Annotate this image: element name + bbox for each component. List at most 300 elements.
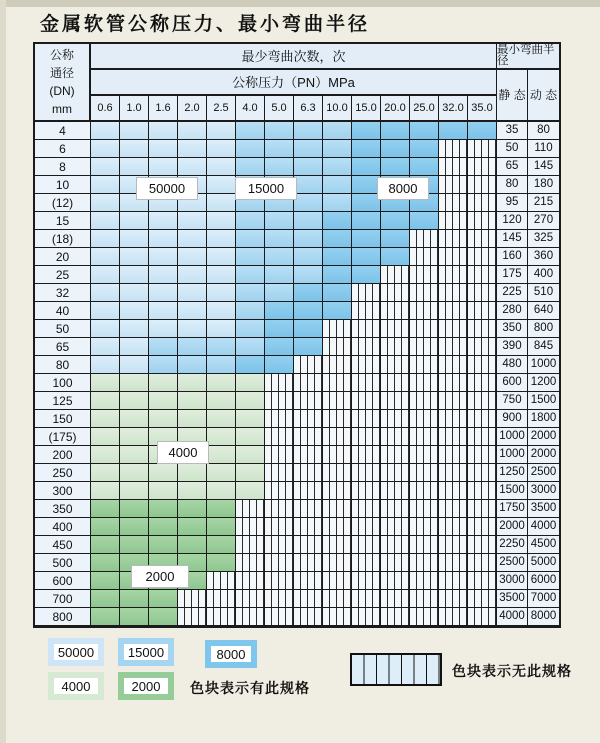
spec-cell-g1 bbox=[120, 428, 149, 446]
spec-cell-b1 bbox=[207, 140, 236, 158]
spec-cell-b3 bbox=[352, 158, 381, 176]
spec-cell-b3 bbox=[381, 158, 410, 176]
spec-cell-b3 bbox=[323, 302, 352, 320]
dynamic-value: 2000 bbox=[528, 428, 559, 446]
spec-cell-b1 bbox=[120, 230, 149, 248]
spec-cell-x bbox=[468, 554, 497, 572]
static-column-header: 静 态 bbox=[497, 70, 528, 122]
spec-cell-x bbox=[439, 554, 468, 572]
spec-cell-x bbox=[294, 608, 323, 626]
cycle-count-label: 4000 bbox=[157, 441, 209, 464]
spec-cell-b1 bbox=[149, 284, 178, 302]
dynamic-value: 800 bbox=[528, 320, 559, 338]
pressure-col-header: 32.0 bbox=[439, 96, 468, 122]
spec-cell-x bbox=[294, 554, 323, 572]
spec-cell-x bbox=[236, 500, 265, 518]
spec-cell-g2 bbox=[149, 518, 178, 536]
static-value: 1250 bbox=[497, 464, 528, 482]
spec-cell-b1 bbox=[149, 266, 178, 284]
spec-cell-x bbox=[381, 482, 410, 500]
spec-cell-g1 bbox=[207, 446, 236, 464]
spec-cell-x bbox=[410, 410, 439, 428]
spec-cell-x bbox=[381, 284, 410, 302]
spec-cell-g1 bbox=[236, 410, 265, 428]
dn-cell: 400 bbox=[35, 518, 91, 536]
static-value: 900 bbox=[497, 410, 528, 428]
static-value: 65 bbox=[497, 158, 528, 176]
spec-cell-b2 bbox=[294, 176, 323, 194]
spec-cell-x bbox=[265, 482, 294, 500]
spec-cell-b2 bbox=[207, 356, 236, 374]
spec-cell-g1 bbox=[178, 374, 207, 392]
spec-cell-x bbox=[294, 590, 323, 608]
spec-cell-g1 bbox=[149, 392, 178, 410]
dynamic-value: 145 bbox=[528, 158, 559, 176]
cycle-count-label: 8000 bbox=[377, 177, 429, 200]
dn-cell: 125 bbox=[35, 392, 91, 410]
spec-cell-b3 bbox=[294, 320, 323, 338]
static-value: 480 bbox=[497, 356, 528, 374]
spec-cell-x bbox=[381, 266, 410, 284]
dn-cell: 15 bbox=[35, 212, 91, 230]
spec-cell-x bbox=[439, 410, 468, 428]
spec-cell-x bbox=[265, 608, 294, 626]
legend-swatch-4000: 4000 bbox=[48, 672, 104, 700]
spec-cell-g2 bbox=[207, 518, 236, 536]
dynamic-value: 845 bbox=[528, 338, 559, 356]
spec-cell-g1 bbox=[120, 392, 149, 410]
spec-cell-x bbox=[410, 608, 439, 626]
dynamic-value: 6000 bbox=[528, 572, 559, 590]
spec-cell-b2 bbox=[323, 122, 352, 140]
static-value: 80 bbox=[497, 176, 528, 194]
spec-cell-b2 bbox=[178, 356, 207, 374]
spec-cell-x bbox=[468, 608, 497, 626]
spec-cell-b3 bbox=[410, 158, 439, 176]
spec-cell-b2 bbox=[236, 212, 265, 230]
dn-cell: 300 bbox=[35, 482, 91, 500]
spec-cell-x bbox=[410, 248, 439, 266]
spec-cell-x bbox=[294, 464, 323, 482]
spec-cell-x bbox=[439, 338, 468, 356]
spec-cell-g1 bbox=[120, 446, 149, 464]
pressure-col-header: 10.0 bbox=[323, 96, 352, 122]
spec-cell-x bbox=[323, 518, 352, 536]
spec-cell-g2 bbox=[207, 536, 236, 554]
spec-cell-g2 bbox=[91, 572, 120, 590]
spec-cell-b3 bbox=[381, 248, 410, 266]
spec-cell-g1 bbox=[91, 428, 120, 446]
spec-cell-x bbox=[468, 248, 497, 266]
spec-cell-b2 bbox=[265, 212, 294, 230]
spec-cell-g2 bbox=[207, 500, 236, 518]
spec-cell-x bbox=[468, 428, 497, 446]
spec-cell-b2 bbox=[236, 230, 265, 248]
spec-cell-x bbox=[468, 464, 497, 482]
spec-cell-x bbox=[468, 500, 497, 518]
dynamic-column-header: 动 态 bbox=[528, 70, 559, 122]
pressure-col-header: 4.0 bbox=[236, 96, 265, 122]
dynamic-value: 4000 bbox=[528, 518, 559, 536]
spec-cell-b2 bbox=[265, 122, 294, 140]
spec-cell-x bbox=[294, 392, 323, 410]
spec-cell-b2 bbox=[323, 176, 352, 194]
spec-cell-x bbox=[439, 572, 468, 590]
static-value: 280 bbox=[497, 302, 528, 320]
spec-cell-x bbox=[468, 356, 497, 374]
static-value: 50 bbox=[497, 140, 528, 158]
spec-cell-x bbox=[468, 176, 497, 194]
spec-cell-x bbox=[410, 230, 439, 248]
spec-cell-g1 bbox=[236, 392, 265, 410]
spec-cell-b1 bbox=[178, 140, 207, 158]
spec-cell-x bbox=[323, 464, 352, 482]
spec-cell-b3 bbox=[352, 230, 381, 248]
dn-cell: (18) bbox=[35, 230, 91, 248]
spec-cell-x bbox=[468, 374, 497, 392]
spec-cell-x bbox=[323, 446, 352, 464]
dn-cell: 350 bbox=[35, 500, 91, 518]
spec-cell-x bbox=[323, 608, 352, 626]
spec-cell-x bbox=[352, 374, 381, 392]
spec-cell-x bbox=[352, 428, 381, 446]
spec-cell-b2 bbox=[294, 194, 323, 212]
static-value: 95 bbox=[497, 194, 528, 212]
static-value: 175 bbox=[497, 266, 528, 284]
dn-column-header bbox=[35, 44, 91, 122]
spec-cell-x bbox=[439, 356, 468, 374]
spec-cell-x bbox=[294, 482, 323, 500]
spec-cell-b3 bbox=[265, 302, 294, 320]
spec-cell-b3 bbox=[265, 356, 294, 374]
spec-cell-g2 bbox=[178, 536, 207, 554]
spec-cell-b1 bbox=[207, 248, 236, 266]
spec-cell-b1 bbox=[120, 248, 149, 266]
legend-hatch-swatch bbox=[350, 653, 442, 686]
static-value: 2000 bbox=[497, 518, 528, 536]
spec-cell-g2 bbox=[120, 608, 149, 626]
spec-cell-g2 bbox=[91, 500, 120, 518]
spec-cell-x bbox=[352, 338, 381, 356]
spec-cell-x bbox=[381, 302, 410, 320]
spec-cell-b2 bbox=[207, 338, 236, 356]
spec-cell-x bbox=[381, 590, 410, 608]
spec-cell-x bbox=[439, 302, 468, 320]
spec-cell-x bbox=[381, 392, 410, 410]
spec-cell-x bbox=[439, 176, 468, 194]
spec-cell-x bbox=[381, 464, 410, 482]
dn-cell: 8 bbox=[35, 158, 91, 176]
spec-cell-g1 bbox=[91, 392, 120, 410]
spec-cell-x bbox=[236, 572, 265, 590]
spec-cell-b3 bbox=[352, 266, 381, 284]
legend-no-spec-text: 色块表示无此规格 bbox=[452, 663, 572, 679]
spec-cell-x bbox=[381, 536, 410, 554]
spec-cell-g1 bbox=[207, 482, 236, 500]
spec-cell-b2 bbox=[236, 338, 265, 356]
spec-cell-x bbox=[352, 302, 381, 320]
spec-cell-g1 bbox=[236, 374, 265, 392]
spec-cell-b1 bbox=[91, 248, 120, 266]
static-value: 390 bbox=[497, 338, 528, 356]
spec-cell-g1 bbox=[236, 446, 265, 464]
spec-cell-x bbox=[352, 446, 381, 464]
spec-cell-x bbox=[323, 356, 352, 374]
spec-cell-b3 bbox=[265, 338, 294, 356]
spec-cell-b3 bbox=[323, 212, 352, 230]
spec-cell-g2 bbox=[178, 500, 207, 518]
spec-cell-x bbox=[410, 266, 439, 284]
spec-cell-g1 bbox=[178, 392, 207, 410]
dn-cell: (12) bbox=[35, 194, 91, 212]
spec-cell-b3 bbox=[323, 230, 352, 248]
spec-cell-x bbox=[352, 572, 381, 590]
spec-cell-b1 bbox=[91, 176, 120, 194]
spec-cell-x bbox=[323, 338, 352, 356]
spec-cell-x bbox=[410, 554, 439, 572]
spec-cell-g1 bbox=[236, 428, 265, 446]
spec-cell-x bbox=[468, 266, 497, 284]
dynamic-value: 1500 bbox=[528, 392, 559, 410]
spec-cell-x bbox=[439, 392, 468, 410]
dynamic-value: 5000 bbox=[528, 554, 559, 572]
dynamic-value: 640 bbox=[528, 302, 559, 320]
spec-cell-b1 bbox=[149, 230, 178, 248]
spec-cell-x bbox=[294, 536, 323, 554]
spec-cell-x bbox=[323, 500, 352, 518]
spec-cell-x bbox=[352, 482, 381, 500]
spec-cell-x bbox=[323, 320, 352, 338]
spec-cell-g2 bbox=[207, 554, 236, 572]
spec-cell-b2 bbox=[236, 320, 265, 338]
spec-cell-x bbox=[352, 518, 381, 536]
pressure-col-header: 20.0 bbox=[381, 96, 410, 122]
spec-cell-x bbox=[439, 320, 468, 338]
spec-cell-x bbox=[381, 428, 410, 446]
spec-cell-x bbox=[294, 410, 323, 428]
dn-cell: 20 bbox=[35, 248, 91, 266]
spec-cell-x bbox=[381, 608, 410, 626]
dynamic-value: 215 bbox=[528, 194, 559, 212]
dn-cell: 150 bbox=[35, 410, 91, 428]
dn-cell: 200 bbox=[35, 446, 91, 464]
spec-cell-x bbox=[439, 482, 468, 500]
spec-cell-x bbox=[381, 518, 410, 536]
dynamic-value: 2500 bbox=[528, 464, 559, 482]
spec-cell-x bbox=[468, 302, 497, 320]
spec-cell-b2 bbox=[236, 284, 265, 302]
spec-cell-x bbox=[410, 500, 439, 518]
spec-cell-x bbox=[352, 464, 381, 482]
spec-cell-b2 bbox=[236, 248, 265, 266]
spec-cell-x bbox=[265, 392, 294, 410]
static-value: 35 bbox=[497, 122, 528, 140]
spec-cell-x bbox=[294, 428, 323, 446]
spec-cell-x bbox=[323, 392, 352, 410]
dn-cell: 40 bbox=[35, 302, 91, 320]
spec-cell-b1 bbox=[120, 122, 149, 140]
dynamic-value: 80 bbox=[528, 122, 559, 140]
page-title: 金属软管公称压力、最小弯曲半径 bbox=[40, 13, 371, 35]
dynamic-value: 510 bbox=[528, 284, 559, 302]
spec-cell-b2 bbox=[294, 230, 323, 248]
spec-cell-b2 bbox=[294, 248, 323, 266]
spec-cell-g1 bbox=[178, 482, 207, 500]
spec-cell-b1 bbox=[207, 212, 236, 230]
spec-cell-x bbox=[381, 572, 410, 590]
spec-cell-g1 bbox=[178, 464, 207, 482]
spec-cell-x bbox=[265, 500, 294, 518]
spec-cell-x bbox=[439, 590, 468, 608]
dynamic-value: 1200 bbox=[528, 374, 559, 392]
spec-cell-g1 bbox=[207, 392, 236, 410]
spec-cell-x bbox=[410, 446, 439, 464]
spec-cell-b1 bbox=[149, 248, 178, 266]
spec-cell-x bbox=[352, 356, 381, 374]
spec-cell-x bbox=[439, 140, 468, 158]
spec-cell-x bbox=[323, 554, 352, 572]
spec-cell-x bbox=[439, 212, 468, 230]
dn-header-line: 公称 bbox=[49, 48, 74, 62]
spec-cell-x bbox=[439, 248, 468, 266]
static-value: 750 bbox=[497, 392, 528, 410]
dn-cell: 700 bbox=[35, 590, 91, 608]
page-top-edge bbox=[0, 0, 600, 7]
spec-cell-g1 bbox=[120, 482, 149, 500]
spec-cell-x bbox=[265, 536, 294, 554]
spec-cell-g1 bbox=[91, 374, 120, 392]
spec-cell-b1 bbox=[207, 284, 236, 302]
pressure-col-header: 1.6 bbox=[149, 96, 178, 122]
spec-cell-g2 bbox=[149, 608, 178, 626]
spec-cell-x bbox=[265, 464, 294, 482]
spec-cell-x bbox=[236, 608, 265, 626]
spec-cell-x bbox=[410, 374, 439, 392]
spec-cell-b1 bbox=[91, 302, 120, 320]
dn-cell: 800 bbox=[35, 608, 91, 626]
spec-cell-x bbox=[410, 428, 439, 446]
spec-cell-x bbox=[468, 410, 497, 428]
spec-cell-x bbox=[439, 158, 468, 176]
spec-cell-b1 bbox=[149, 212, 178, 230]
spec-cell-x bbox=[410, 338, 439, 356]
spec-cell-x bbox=[265, 590, 294, 608]
spec-cell-x bbox=[381, 338, 410, 356]
spec-cell-x bbox=[294, 446, 323, 464]
spec-cell-b1 bbox=[120, 338, 149, 356]
spec-cell-x bbox=[207, 590, 236, 608]
spec-cell-x bbox=[468, 572, 497, 590]
spec-cell-x bbox=[381, 554, 410, 572]
spec-cell-x bbox=[439, 194, 468, 212]
spec-cell-x bbox=[265, 572, 294, 590]
dynamic-value: 1800 bbox=[528, 410, 559, 428]
spec-cell-x bbox=[468, 284, 497, 302]
dn-cell: 500 bbox=[35, 554, 91, 572]
spec-cell-b1 bbox=[207, 266, 236, 284]
spec-cell-b2 bbox=[265, 158, 294, 176]
spec-cell-b1 bbox=[120, 356, 149, 374]
spec-cell-x bbox=[352, 536, 381, 554]
spec-cell-g1 bbox=[207, 428, 236, 446]
spec-cell-g1 bbox=[149, 410, 178, 428]
spec-cell-x bbox=[410, 590, 439, 608]
static-value: 120 bbox=[497, 212, 528, 230]
pressure-col-header: 6.3 bbox=[294, 96, 323, 122]
dn-cell: 600 bbox=[35, 572, 91, 590]
spec-cell-x bbox=[323, 536, 352, 554]
pressure-header: 公称压力（PN）MPa bbox=[91, 70, 497, 96]
pressure-col-header: 1.0 bbox=[120, 96, 149, 122]
spec-cell-x bbox=[410, 464, 439, 482]
static-value: 145 bbox=[497, 230, 528, 248]
dn-cell: 450 bbox=[35, 536, 91, 554]
spec-cell-x bbox=[294, 572, 323, 590]
dn-cell: 80 bbox=[35, 356, 91, 374]
spec-cell-x bbox=[468, 320, 497, 338]
spec-cell-b2 bbox=[149, 356, 178, 374]
spec-cell-b1 bbox=[178, 122, 207, 140]
spec-cell-g1 bbox=[149, 482, 178, 500]
legend-swatch-50000: 50000 bbox=[48, 638, 104, 666]
spec-cell-b3 bbox=[468, 122, 497, 140]
pressure-col-header: 15.0 bbox=[352, 96, 381, 122]
spec-cell-x bbox=[236, 536, 265, 554]
spec-cell-b2 bbox=[265, 140, 294, 158]
dynamic-value: 180 bbox=[528, 176, 559, 194]
spec-cell-g1 bbox=[149, 374, 178, 392]
spec-cell-x bbox=[410, 302, 439, 320]
spec-cell-x bbox=[294, 374, 323, 392]
spec-cell-b1 bbox=[178, 230, 207, 248]
spec-cell-x bbox=[410, 284, 439, 302]
dn-cell: 100 bbox=[35, 374, 91, 392]
spec-cell-x bbox=[323, 410, 352, 428]
spec-cell-g1 bbox=[236, 482, 265, 500]
cycle-count-label: 15000 bbox=[235, 177, 297, 200]
spec-cell-x bbox=[468, 212, 497, 230]
spec-cell-x bbox=[468, 590, 497, 608]
spec-cell-x bbox=[410, 482, 439, 500]
dn-cell: 25 bbox=[35, 266, 91, 284]
bend-cycles-header: 最少弯曲次数，次 bbox=[91, 44, 497, 70]
spec-cell-b3 bbox=[323, 284, 352, 302]
static-value: 600 bbox=[497, 374, 528, 392]
dn-cell: 32 bbox=[35, 284, 91, 302]
spec-cell-b1 bbox=[91, 230, 120, 248]
spec-cell-x bbox=[323, 428, 352, 446]
pressure-col-header: 2.0 bbox=[178, 96, 207, 122]
spec-cell-g2 bbox=[91, 554, 120, 572]
spec-cell-b1 bbox=[91, 140, 120, 158]
spec-cell-x bbox=[468, 518, 497, 536]
spec-cell-b1 bbox=[178, 212, 207, 230]
spec-cell-x bbox=[439, 230, 468, 248]
dn-header-line: mm bbox=[52, 102, 72, 116]
pressure-col-header: 0.6 bbox=[91, 96, 120, 122]
spec-cell-x bbox=[352, 410, 381, 428]
spec-cell-b3 bbox=[381, 212, 410, 230]
spec-cell-b2 bbox=[236, 158, 265, 176]
spec-cell-x bbox=[468, 338, 497, 356]
spec-cell-g1 bbox=[236, 464, 265, 482]
spec-cell-x bbox=[207, 572, 236, 590]
dynamic-value: 270 bbox=[528, 212, 559, 230]
spec-cell-b3 bbox=[410, 140, 439, 158]
dn-cell: 50 bbox=[35, 320, 91, 338]
spec-cell-x bbox=[323, 572, 352, 590]
spec-cell-x bbox=[381, 410, 410, 428]
